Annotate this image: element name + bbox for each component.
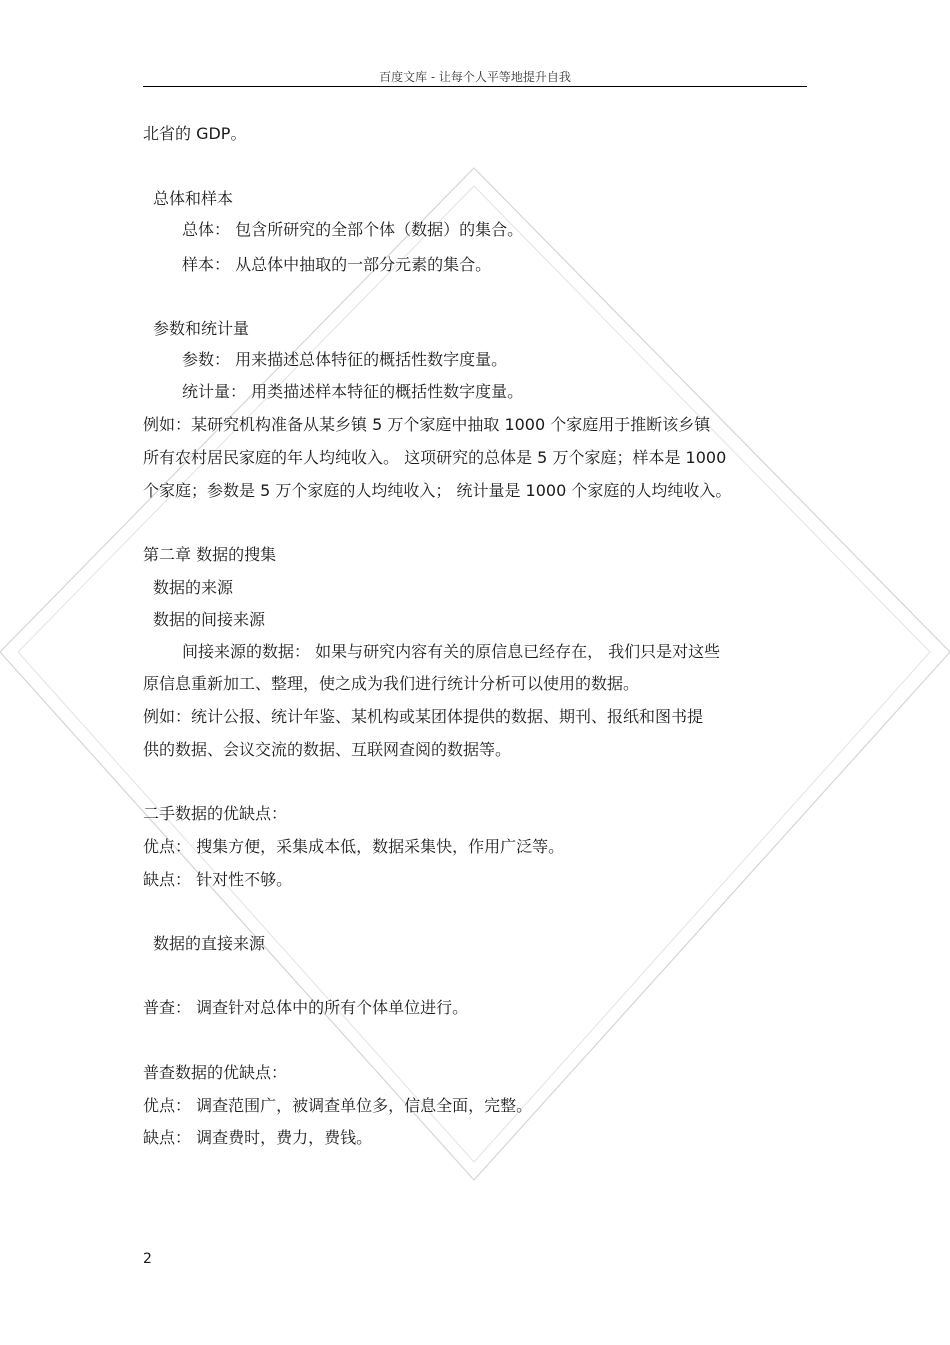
section-heading: 数据的来源 (153, 578, 234, 597)
text-line: 优点： 搜集方便，采集成本低，数据采集快，作用广泛等。 (143, 837, 565, 856)
text-line: 普查： 调查针对总体中的所有个体单位进行。 (143, 998, 469, 1017)
text-line: 间接来源的数据： 如果与研究内容有关的原信息已经存在， 我们只是对这些 (182, 642, 721, 661)
text-line: 北省的 GDP。 (143, 124, 247, 143)
text-line: 统计量： 用类描述样本特征的概括性数字度量。 (182, 382, 524, 401)
section-heading: 参数和统计量 (153, 319, 250, 338)
text-line: 例如：某研究机构准备从某乡镇 5 万个家庭中抽取 1000 个家庭用于推断该乡镇 (143, 415, 711, 434)
section-heading: 数据的间接来源 (153, 610, 266, 629)
section-heading: 总体和样本 (153, 189, 234, 208)
section-heading: 普查数据的优缺点： (143, 1063, 288, 1082)
text-line: 缺点： 针对性不够。 (143, 870, 293, 889)
text-line: 供的数据、会议交流的数据、互联网查阅的数据等。 (143, 740, 512, 759)
chapter-heading: 第二章 数据的搜集 (143, 545, 277, 564)
text-line: 参数： 用来描述总体特征的概括性数字度量。 (182, 350, 508, 369)
page-number: 2 (143, 1251, 152, 1267)
text-line: 总体： 包含所研究的全部个体（数据）的集合。 (182, 220, 524, 239)
text-line: 原信息重新加工、整理，使之成为我们进行统计分析可以使用的数据。 (143, 674, 640, 693)
text-line: 样本： 从总体中抽取的一部分元素的集合。 (182, 255, 492, 274)
text-line: 所有农村居民家庭的年人均纯收入。 这项研究的总体是 5 万个家庭；样本是 1000 (143, 448, 727, 467)
section-heading: 二手数据的优缺点： (143, 804, 288, 823)
text-line: 例如：统计公报、统计年鉴、某机构或某团体提供的数据、期刊、报纸和图书提 (143, 707, 704, 726)
page-header: 百度文库 - 让每个人平等地提升自我 (379, 70, 571, 84)
text-line: 个家庭；参数是 5 万个家庭的人均纯收入； 统计量是 1000 个家庭的人均纯收入。 (143, 481, 732, 500)
text-line: 缺点： 调查费时，费力，费钱。 (143, 1128, 373, 1147)
text-line: 优点： 调查范围广，被调查单位多，信息全面，完整。 (143, 1096, 533, 1115)
header-rule (143, 86, 807, 87)
section-heading: 数据的直接来源 (153, 934, 266, 953)
